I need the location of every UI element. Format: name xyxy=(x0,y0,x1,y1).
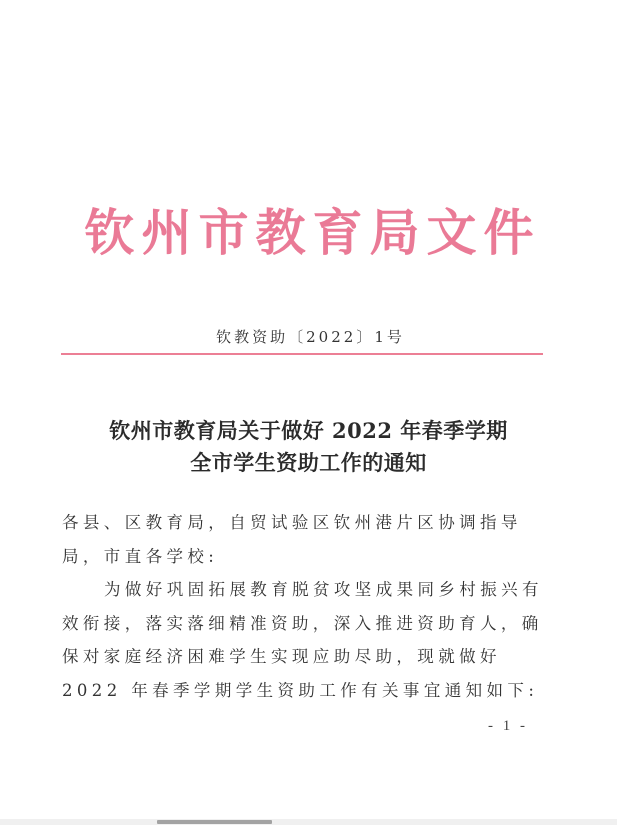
red-divider-rule xyxy=(61,353,543,355)
document-title-line-1: 钦州市教育局关于做好 2022 年春季学期 xyxy=(109,418,508,443)
horizontal-scrollbar[interactable] xyxy=(0,819,617,825)
document-title xyxy=(0,415,617,479)
body-paragraph: 为做好巩固拓展教育脱贫攻坚成果同乡村振兴有效衔接，落实落细精准资助，深入推进资助育人，确保对家庭经济困难学生实现应助尽助，现就做好 2022 年春季学期学生资助工作有关事宜通知如下: xyxy=(62,580,543,700)
document-masthead: 钦州市教育局文件 xyxy=(84,203,541,262)
document-number: 钦教资助〔2022〕1号 xyxy=(216,328,405,346)
page-number: - 1 - xyxy=(488,718,528,734)
salutation: 各县、区教育局，自贸试验区钦州港片区协调指导局，市直各学校: xyxy=(62,513,522,566)
document-body xyxy=(62,506,548,707)
document-title-line-2: 全市学生资助工作的通知 xyxy=(190,450,427,475)
horizontal-scrollbar-thumb[interactable] xyxy=(157,820,272,824)
